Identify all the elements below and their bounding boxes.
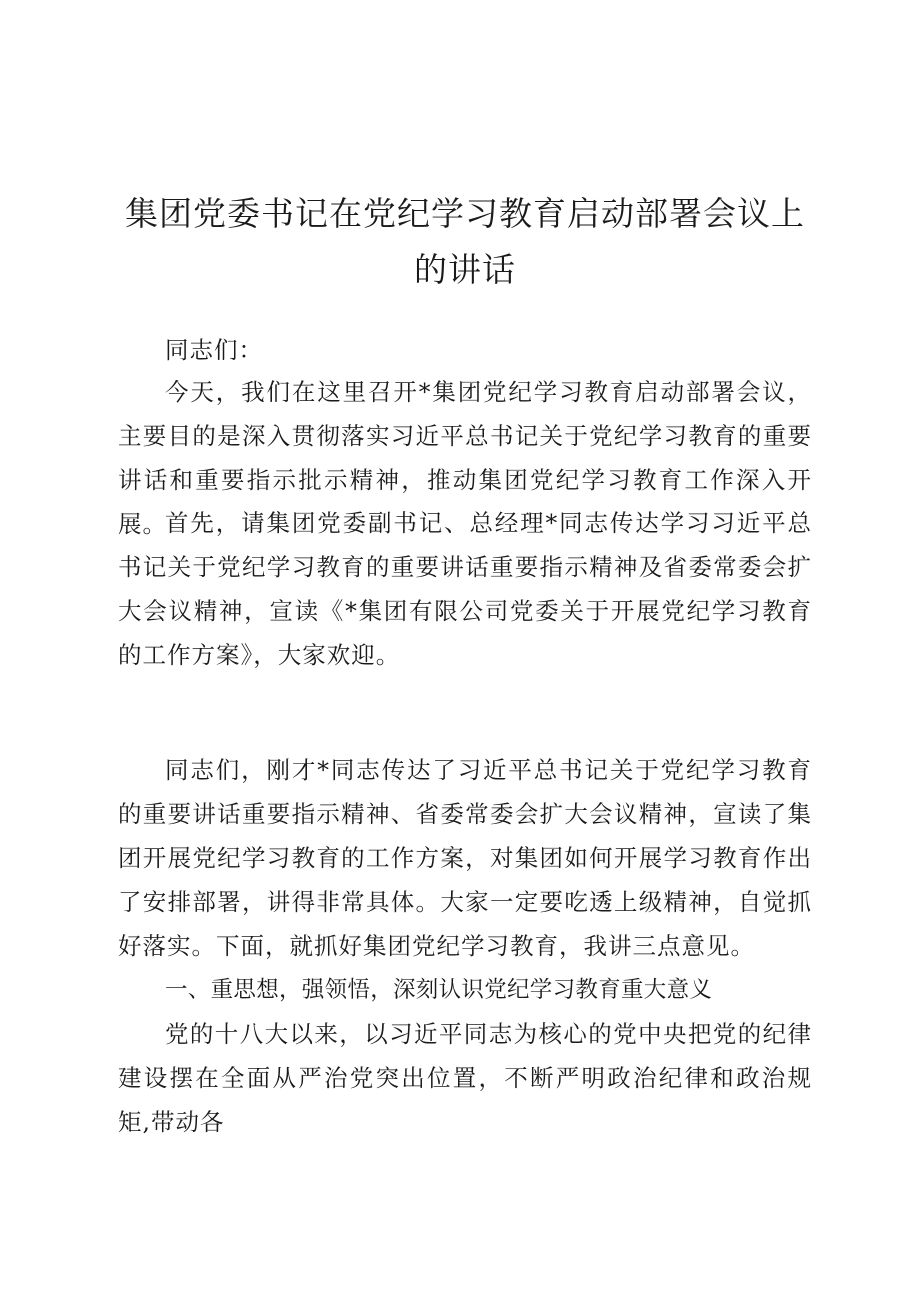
salutation: 同志们： [165, 336, 263, 364]
paragraph-opening: 今天，我们在这里召开*集团党纪学习教育启动部署会议，主要目的是深入贯彻落实习近平总书记关于党纪学习教育的重要讲话和重要指示批示精神，推动集团党纪学习教育工作深入开展。 [118, 378, 812, 538]
paragraph-transition: 同志们，刚才*同志传达了习近平总书记关于党纪学习教育的重要讲话重要指示精神、省委常委会扩大会议精神，宣读了集团开展党纪学习教育的工作方案，对集团如何开展学习教育作出了安排部署，讲得非常具体。大家一定要吃透上级精神，自觉抓好落实。下面，就抓好集团党纪学习教育，我讲三点意见。 [118, 756, 812, 960]
section-heading-1: 一、重思想，强领悟，深刻认识党纪学习教育重大意义 [165, 977, 713, 1003]
paragraph-section-1: 党的十八大以来，以习近平同志为核心的党中央把党的纪律建设摆在全面从严治党突出位置，不断严明政治纪律和政治规矩,带动各 [118, 1020, 812, 1136]
document-title: 集团党委书记在党纪学习教育启动部署会议上的讲话 [125, 194, 805, 289]
paragraph-agenda: 首先，请集团党委副书记、总经理*同志传达学习习近平总书记关于党纪学习教育的重要讲话重要指示精神及省委常委会扩大会议精神，宣读《*集团有限公司党委关于开展党纪学习教育的工作方案》，大家欢迎。 [118, 509, 812, 669]
